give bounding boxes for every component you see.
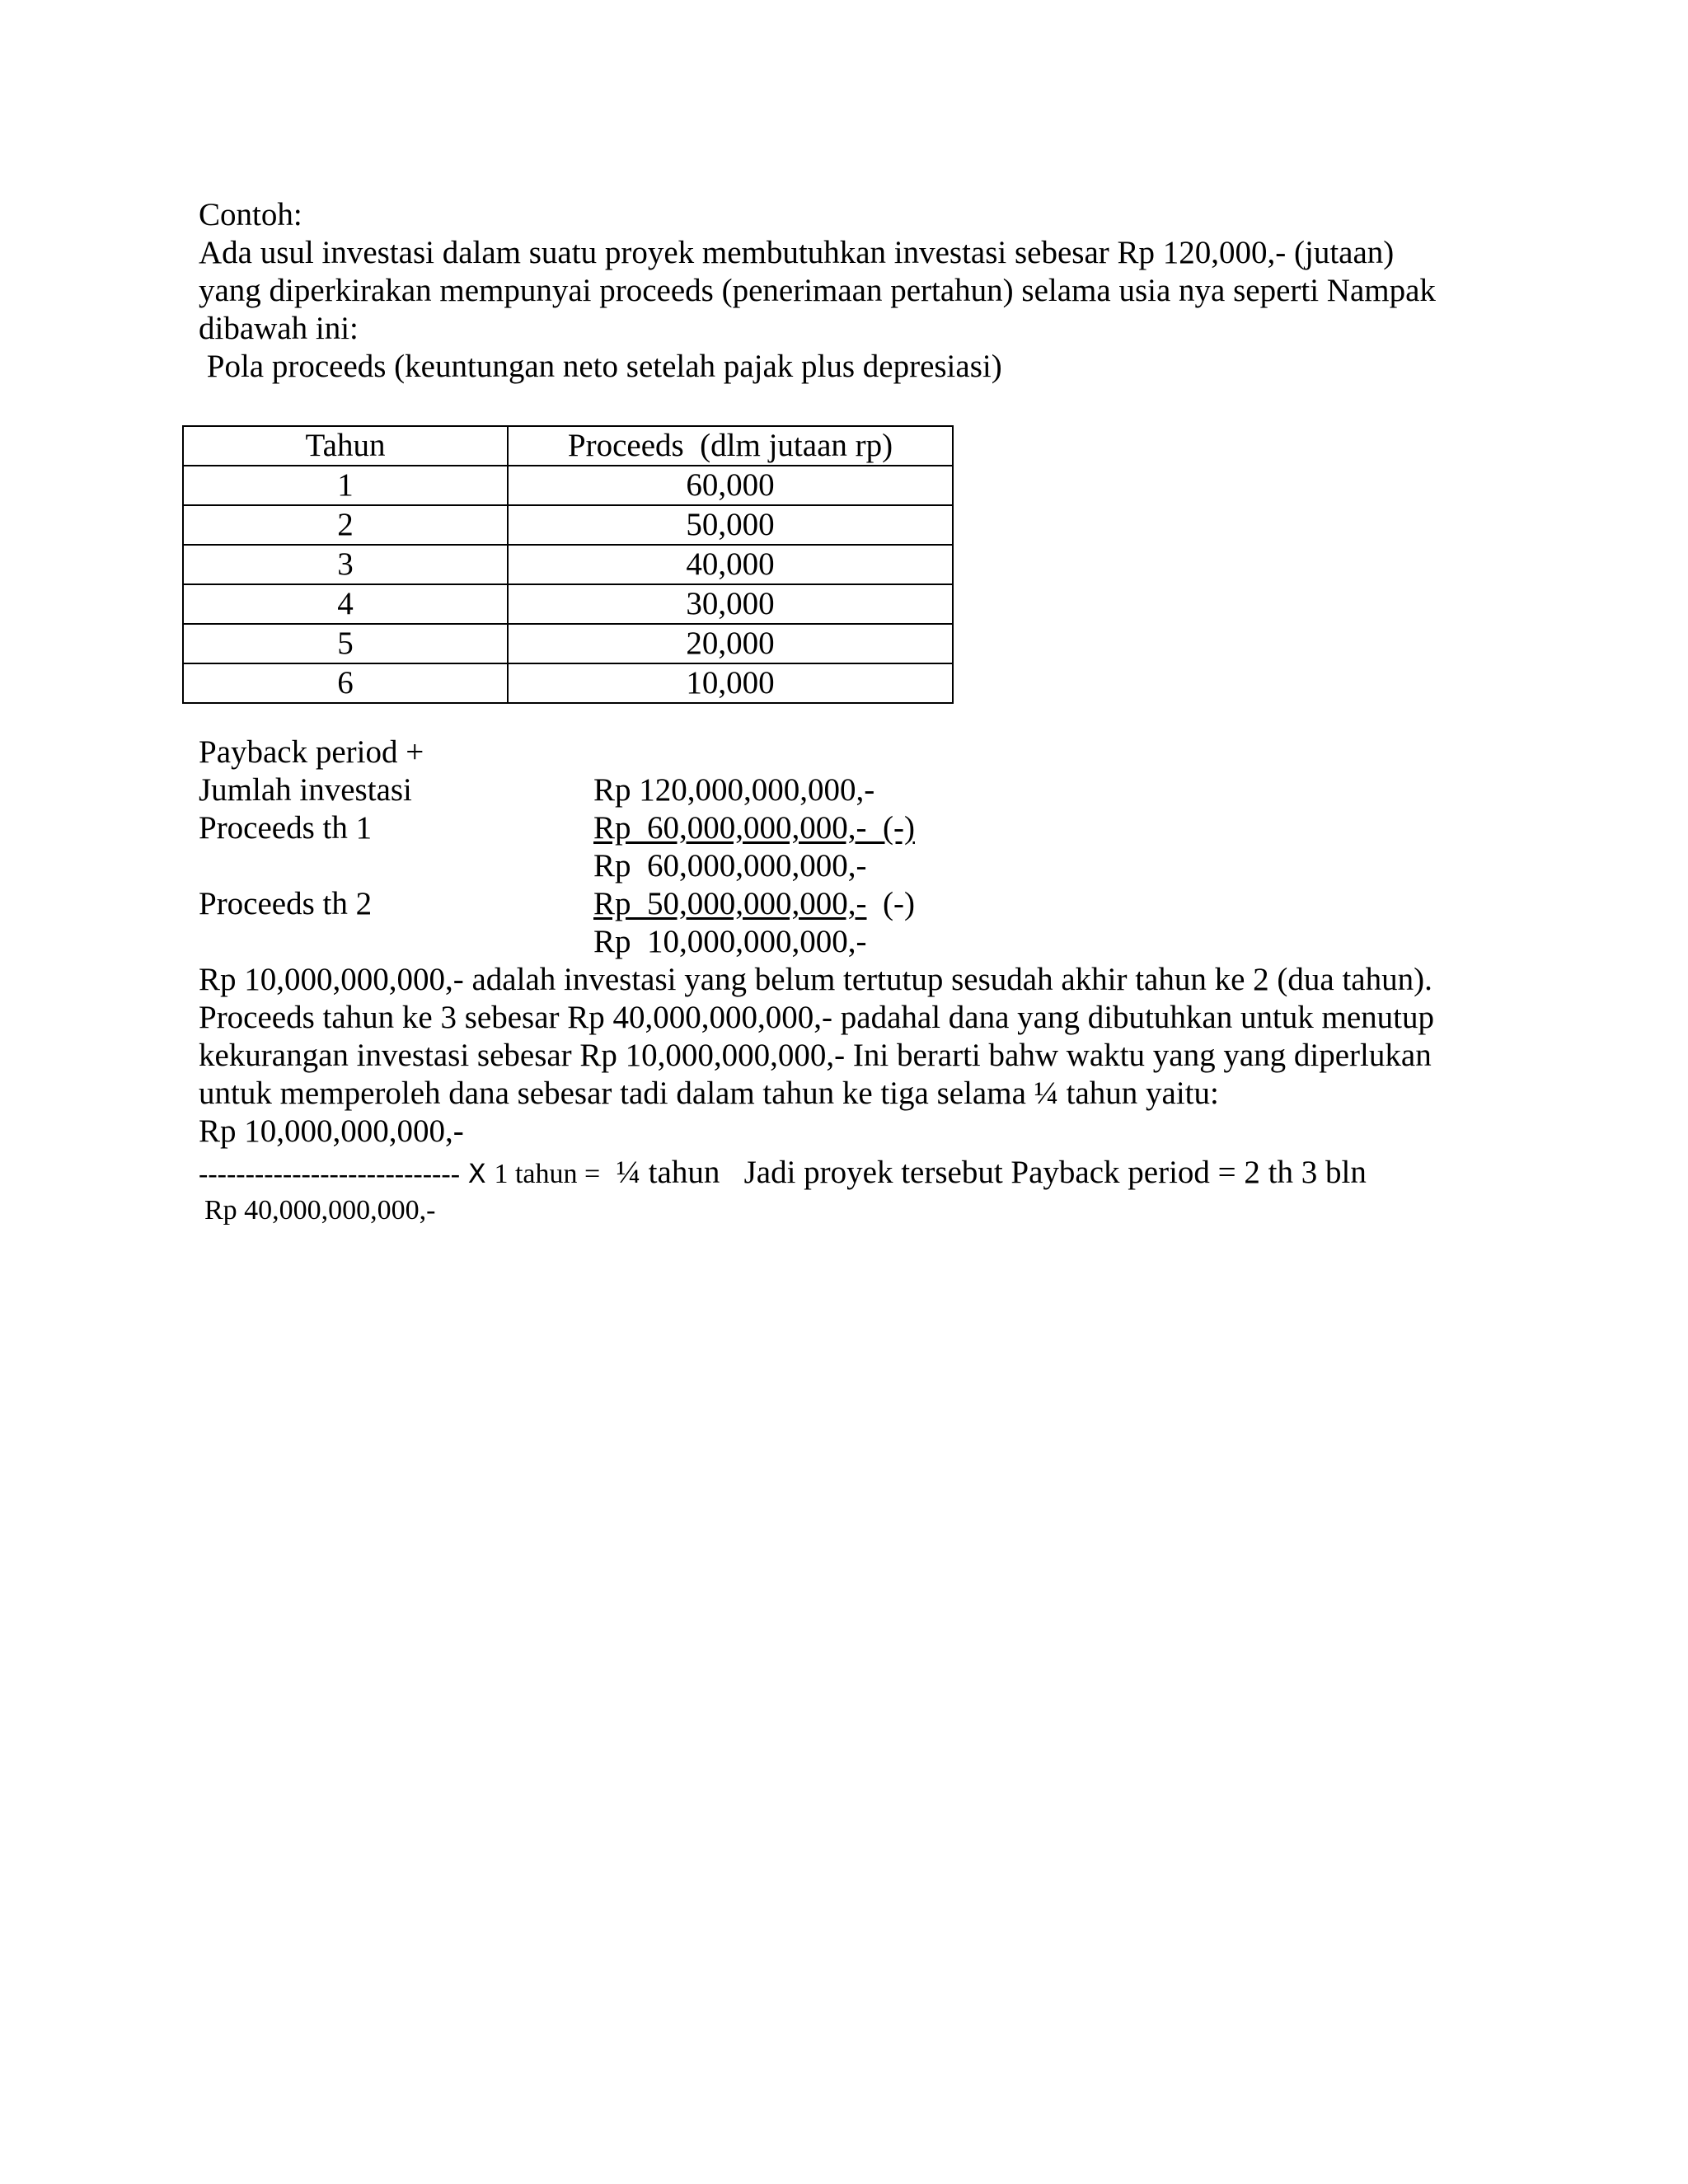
example-heading: Contoh: [199, 197, 302, 232]
explanation-line-2: Proceeds tahun ke 3 sebesar Rp 40,000,000,000,- padahal dana yang dibutuhkan untuk menutup [199, 1000, 1435, 1035]
cell-proceeds: 40,000 [508, 545, 953, 584]
fraction-divider: ---------------------------- [199, 1159, 461, 1189]
cell-proceeds: 20,000 [508, 624, 953, 663]
intro-line-2: yang diperkirakan mempunyai proceeds (penerimaan pertahun) selama usia nya seperti Nampak [199, 273, 1436, 308]
calc-label-proceeds-2: Proceeds th 2 [199, 886, 373, 921]
header-proceeds: Proceeds (dlm jutaan rp) [508, 426, 953, 466]
table-row [183, 663, 953, 703]
calc-label-proceeds-1: Proceeds th 1 [199, 810, 373, 846]
header-year: Tahun [183, 426, 508, 466]
cell-year: 6 [183, 663, 508, 703]
payback-title: Payback period + [199, 734, 424, 770]
formula-multiplier: 1 tahun = [494, 1159, 601, 1189]
calc-row-proceeds-2 [593, 885, 915, 923]
table-header-row [183, 426, 953, 466]
cell-proceeds: 50,000 [508, 505, 953, 545]
intro-line-4: Pola proceeds (keuntungan neto setelah pajak plus depresiasi) [199, 349, 1002, 384]
explanation-line-3: kekurangan investasi sebesar Rp 10,000,000,000,- Ini berarti bahw waktu yang yang diperlukan [199, 1038, 1432, 1073]
cell-proceeds: 10,000 [508, 663, 953, 703]
calc-value-investment: Rp 120,000,000,000,- [593, 772, 875, 808]
intro-line-3: dibawah ini: [199, 311, 359, 346]
calc-value-remaining-1: Rp 60,000,000,000,- [593, 848, 867, 883]
cell-year: 4 [183, 584, 508, 624]
formula-line [199, 1154, 1367, 1193]
calc-value-proceeds-1: Rp 60,000,000,000,- (-) [593, 810, 915, 846]
table-row [183, 584, 953, 624]
calc-label-investment: Jumlah investasi [199, 772, 412, 808]
formula-conclusion: Jadi proyek tersebut Payback period = 2 th 3 bln [743, 1155, 1367, 1190]
table-row [183, 466, 953, 505]
calc-value-proceeds-2: Rp 50,000,000,000,- [593, 886, 867, 921]
cell-proceeds: 60,000 [508, 466, 953, 505]
formula-result: ¼ tahun [607, 1155, 720, 1190]
proceeds-table [182, 425, 954, 704]
table-row [183, 505, 953, 545]
formula-numerator: Rp 10,000,000,000,- [199, 1113, 464, 1149]
explanation-line-4: untuk memperoleh dana sebesar tadi dalam tahun ke tiga selama ¼ tahun yaitu: [199, 1076, 1219, 1111]
calc-value-remaining-2: Rp 10,000,000,000,- [593, 924, 867, 959]
minus-operator: (-) [883, 886, 915, 921]
cell-year: 1 [183, 466, 508, 505]
explanation-line-1: Rp 10,000,000,000,- adalah investasi yang belum tertutup sesudah akhir tahun ke 2 (dua tahun). [199, 962, 1432, 997]
table-row [183, 624, 953, 663]
cell-year: 5 [183, 624, 508, 663]
cell-year: 3 [183, 545, 508, 584]
formula-denominator: Rp 40,000,000,000,- [204, 1195, 436, 1226]
table-row [183, 545, 953, 584]
cell-year: 2 [183, 505, 508, 545]
times-sign: X [467, 1158, 486, 1189]
intro-line-1: Ada usul investasi dalam suatu proyek membutuhkan investasi sebesar Rp 120,000,- (jutaan) [199, 235, 1395, 270]
cell-proceeds: 30,000 [508, 584, 953, 624]
